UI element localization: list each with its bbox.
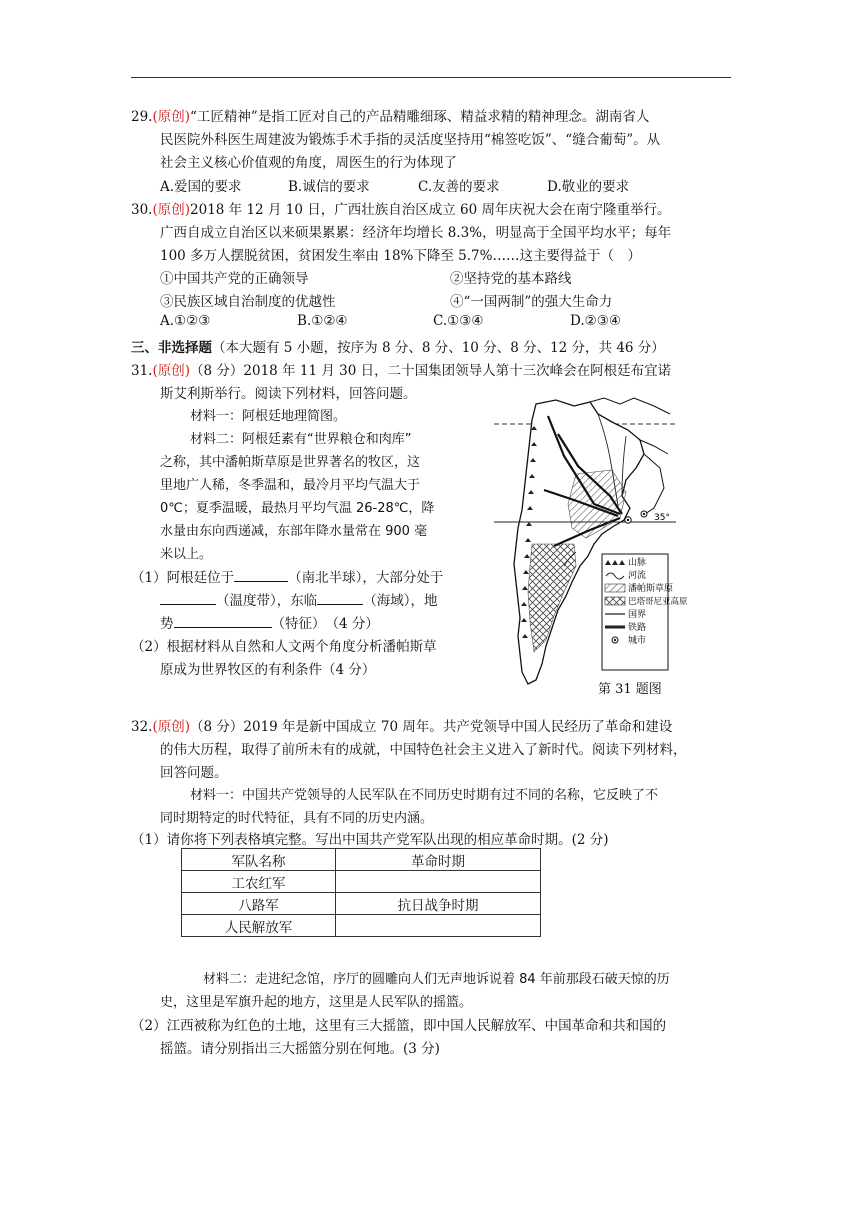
map-legend [602, 554, 688, 670]
legend-pampas-icon [605, 584, 625, 592]
legend-label-river: 河流 [628, 571, 647, 581]
legend-mountain-icon [605, 560, 625, 565]
legend-patagonia-icon [605, 597, 625, 605]
q31-sub1-line1 [131, 566, 443, 586]
section-heading [131, 336, 665, 356]
q29-text2: 民医院外科医生周建波为锻炼手术手指的灵活度坚持用“棉签吃饭”、“缝合葡萄”。从 [160, 132, 661, 148]
q31-sub1-text-a: （1）阿根廷位于 [131, 570, 235, 586]
q29-tag: (原创) [152, 109, 191, 125]
q31-material2-line1: 材料二：阿根廷素有“世界粮仓和肉库” [190, 432, 412, 447]
q31-material2-line2: 之称，其中潘帕斯草原是世界著名的牧区，这 [160, 455, 421, 470]
header-rule [131, 77, 731, 78]
q30-option-c[interactable]: C.①③④ [433, 313, 484, 329]
q29-text1: “工匠精神”是指工匠对自己的产品精雕细琢、精益求精的精神理念。湖南省人 [190, 109, 650, 125]
table-cell-period-blank[interactable] [336, 871, 541, 893]
legend-label-city: 城市 [628, 636, 647, 646]
table-cell-period: 抗日战争时期 [336, 893, 541, 915]
q31-text2: 斯艾利斯举行。阅读下列材料，回答问题。 [160, 386, 417, 402]
q32-number: 32. [131, 719, 153, 735]
table-header-army: 军队名称 [182, 849, 336, 871]
city-dot [627, 519, 629, 521]
q32-text3: 回答问题。 [160, 765, 228, 781]
latitude-label: 35° [654, 513, 670, 523]
q32-tag: (原创) [152, 719, 191, 735]
q30-statement-2: ②坚持党的基本路线 [450, 271, 572, 287]
legend-label-patagonia: 巴塔哥尼亚高原 [628, 597, 688, 607]
q30-text1: 2018 年 12 月 10 日，广西壮族自治区成立 60 周年庆祝大会在南宁隆重举行。 [190, 202, 671, 218]
q31-sub1-line2 [160, 589, 438, 609]
q29-option-c[interactable]: C.友善的要求 [418, 179, 500, 195]
q30-option-d[interactable]: D.②③④ [570, 313, 621, 329]
q29-text3: 社会主义核心价值观的角度，周医生的行为体现了 [160, 155, 457, 171]
q32-sub2-line2: 摇篮。请分别指出三大摇篮分别在何地。(3 分) [160, 1041, 440, 1057]
table-cell-army: 人民解放军 [182, 915, 336, 937]
q32-text1: （8 分）2019 年是新中国成立 70 周年。共产党领导中国人民经历了革命和建设 [190, 719, 673, 735]
table-row [182, 871, 541, 893]
q29-option-b[interactable]: B.诚信的要求 [288, 179, 370, 195]
army-table [181, 848, 541, 937]
q32-material2-line2: 史，这里是军旗升起的地方，这里是人民军队的摇篮。 [160, 995, 473, 1010]
q31-material2-line5: 水量由东向西递减，东部年降水量常在 900 毫 [160, 524, 428, 539]
section-note: （本大题有 5 小题，按序为 8 分、8 分、10 分、8 分、12 分，共 46 分） [212, 340, 665, 356]
answer-blank-temperature-zone[interactable] [160, 591, 216, 605]
legend-label-border: 国界 [628, 610, 647, 620]
q32-material1-line2: 同时期特定的时代特征，具有不同的历史内涵。 [160, 811, 434, 826]
table-cell-period-blank[interactable] [336, 915, 541, 937]
q31-tag: (原创) [152, 363, 191, 379]
q31-sub1-line3 [160, 612, 379, 632]
q32-sub1: （1）请你将下列表格填完整。写出中国共产党军队出现的相应革命时期。(2 分) [131, 832, 609, 848]
legend-city-dot [614, 639, 616, 641]
q30-option-a[interactable]: A.①②③ [160, 313, 211, 329]
table-header-row [182, 849, 541, 871]
legend-label-pampas: 潘帕斯草原 [628, 584, 674, 594]
q32-sub2-line1: （2）江西被称为红色的土地，这里有三大摇篮，即中国人民解放军、中国革命和共和国的 [131, 1018, 667, 1034]
q32-material1-line1: 材料一：中国共产党领导的人民军队在不同历史时期有过不同的名称，它反映了不 [190, 788, 659, 803]
q32-material2-line1: 材料二：走进纪念馆，序厅的圆雕向人们无声地诉说着 84 年前那段石破天惊的历 [203, 972, 670, 987]
answer-blank-sea[interactable] [317, 591, 363, 605]
q31-material1: 材料一：阿根廷地理简图。 [190, 409, 347, 424]
q31-sub1-text-d: （海域），地 [363, 593, 438, 609]
q31-sub2-line2: 原成为世界牧区的有利条件（4 分） [160, 662, 376, 678]
map-caption: 第 31 题图 [598, 682, 662, 697]
q31-line1 [131, 359, 671, 379]
legend-label-mountain: 山脉 [628, 558, 647, 568]
q31-material2-line3: 里地广人稀，冬季温和，最冷月平均气温大于 [160, 478, 421, 493]
answer-blank-hemisphere[interactable] [234, 568, 288, 582]
q31-text1: （8 分）2018 年 11 月 30 日，二十国集团领导人第十三次峰会在阿根廷布宜诺 [190, 363, 672, 379]
q29-line1 [131, 105, 649, 125]
q29-option-a[interactable]: A.爱国的要求 [160, 179, 242, 195]
patagonia-region [528, 544, 576, 652]
q31-sub1-text-f: （特征） （4 分） [271, 616, 379, 632]
q30-option-b[interactable]: B.①②④ [297, 313, 348, 329]
q29-option-d[interactable]: D.敬业的要求 [547, 179, 630, 195]
city-dot [643, 513, 645, 515]
q30-text2: 广西自成立自治区以来硕果累累：经济年均增长 8.3%，明显高于全国平均水平；每年 [160, 225, 672, 241]
q31-sub1-text-e: 势 [160, 616, 174, 632]
q31-number: 31. [131, 363, 153, 379]
q30-number: 30. [131, 202, 153, 218]
q30-text3: 100 多万人摆脱贫困，贫困发生率由 18%下降至 5.7%……这主要得益于（ ） [160, 248, 641, 264]
q31-sub1-text-c: （温度带），东临 [216, 593, 318, 609]
q30-statement-3: ③民族区域自治制度的优越性 [160, 294, 336, 310]
q30-tag: (原创) [152, 202, 191, 218]
q31-material2-line4: 0℃；夏季温暖，最热月平均气温 26-28℃，降 [160, 501, 435, 516]
answer-blank-terrain[interactable] [174, 614, 272, 628]
q30-statement-1: ①中国共产党的正确领导 [160, 271, 309, 287]
q31-material2-line6: 米以上。 [160, 547, 213, 562]
argentina-map [494, 396, 688, 688]
q31-sub2-line1: （2）根据材料从自然和人文两个角度分析潘帕斯草 [131, 639, 437, 655]
table-cell-army: 八路军 [182, 893, 336, 915]
table-header-period: 革命时期 [336, 849, 541, 871]
section-title: 三、非选择题 [131, 340, 212, 356]
legend-label-railway: 铁路 [628, 623, 647, 633]
q30-statement-4: ④“一国两制”的强大生命力 [450, 294, 613, 310]
table-cell-army: 工农红军 [182, 871, 336, 893]
q32-text2: 的伟大历程，取得了前所未有的成就，中国特色社会主义进入了新时代。阅读下列材料， [160, 742, 687, 758]
q29-number: 29. [131, 109, 153, 125]
q32-line1 [131, 715, 672, 735]
table-row [182, 915, 541, 937]
table-row [182, 893, 541, 915]
q31-sub1-text-b: （南北半球），大部分处于 [288, 570, 444, 586]
q30-line1 [131, 198, 670, 218]
